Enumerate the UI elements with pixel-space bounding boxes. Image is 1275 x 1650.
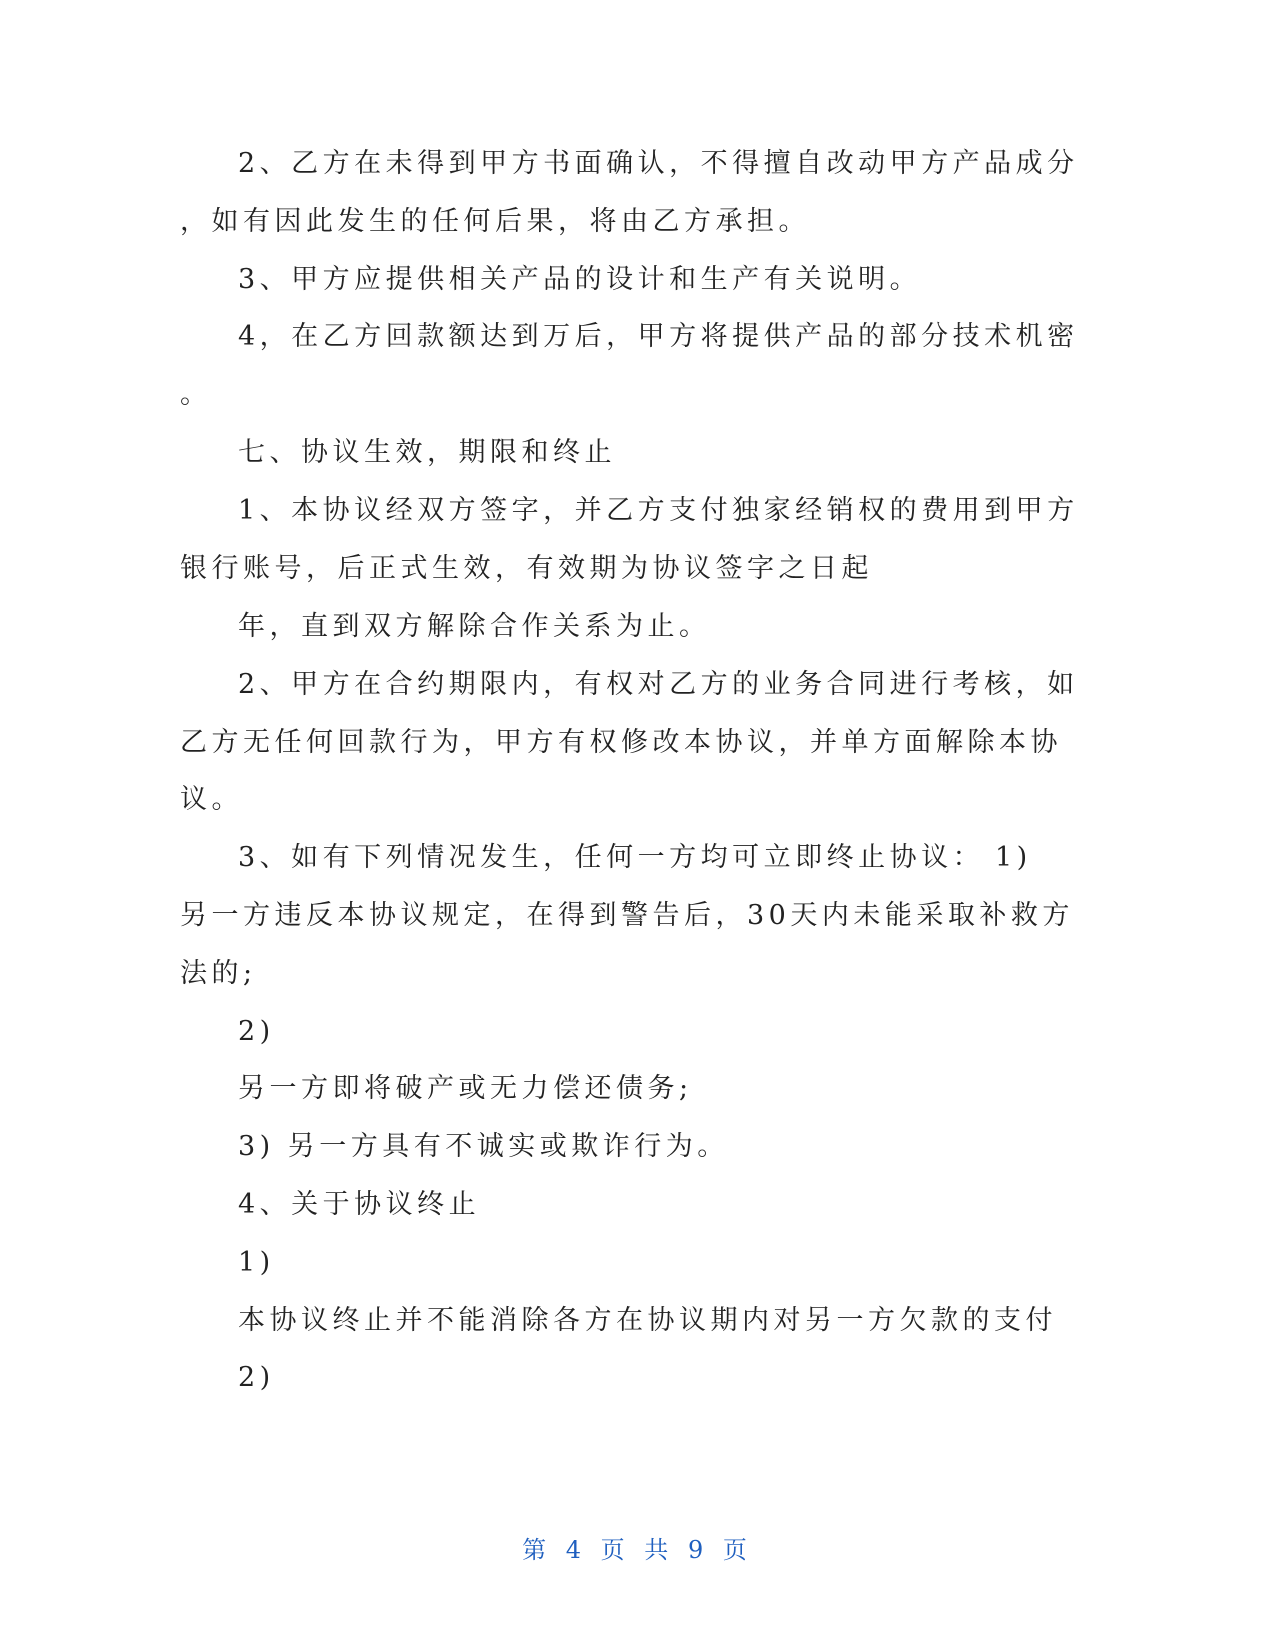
paragraph-line: 2、乙方在未得到甲方书面确认，不得擅自改动甲方产品成分: [238, 148, 1079, 179]
list-marker: 2): [238, 1362, 275, 1393]
list-marker: 1): [995, 842, 1032, 873]
section-heading: 七、协议生效，期限和终止: [238, 437, 616, 468]
list-marker: 2): [238, 1016, 275, 1047]
paragraph-line: 4，在乙方回款额达到万后，甲方将提供产品的部分技术机密: [238, 321, 1079, 352]
paragraph-line: 1、本协议经双方签字，并乙方支付独家经销权的费用到甲方: [238, 495, 1079, 526]
paragraph-line: 。: [180, 379, 212, 410]
paragraph-line: 银行账号，后正式生效，有效期为协议签字之日起: [180, 553, 873, 584]
paragraph-line: 另一方即将破产或无力偿还债务;: [238, 1073, 693, 1104]
page-number: 第 4 页 共 9 页: [522, 1536, 753, 1564]
list-marker: 1): [238, 1247, 275, 1278]
paragraph-line: 4、关于协议终止: [238, 1189, 481, 1220]
paragraph-line: 年，直到双方解除合作关系为止。: [238, 611, 711, 642]
paragraph-line: 2、甲方在合约期限内，有权对乙方的业务合同进行考核，如: [238, 669, 1079, 700]
paragraph-line: 3) 另一方具有不诚实或欺诈行为。: [238, 1131, 729, 1162]
paragraph-line: 3、甲方应提供相关产品的设计和生产有关说明。: [238, 264, 922, 295]
paragraph-line: 法的;: [180, 958, 257, 989]
paragraph-line: 本协议终止并不能消除各方在协议期内对另一方欠款的支付: [238, 1305, 1057, 1336]
paragraph-line: 乙方无任何回款行为，甲方有权修改本协议，并单方面解除本协: [180, 727, 1062, 758]
paragraph-line: 议。: [180, 784, 243, 815]
page-footer: [0, 1530, 1275, 1565]
paragraph-line: 另一方违反本协议规定，在得到警告后，30天内未能采取补救方: [180, 900, 1074, 931]
paragraph-line: ，如有因此发生的任何后果，将由乙方承担。: [180, 206, 810, 237]
paragraph-line: 3、如有下列情况发生，任何一方均可立即终止协议：: [238, 842, 985, 873]
